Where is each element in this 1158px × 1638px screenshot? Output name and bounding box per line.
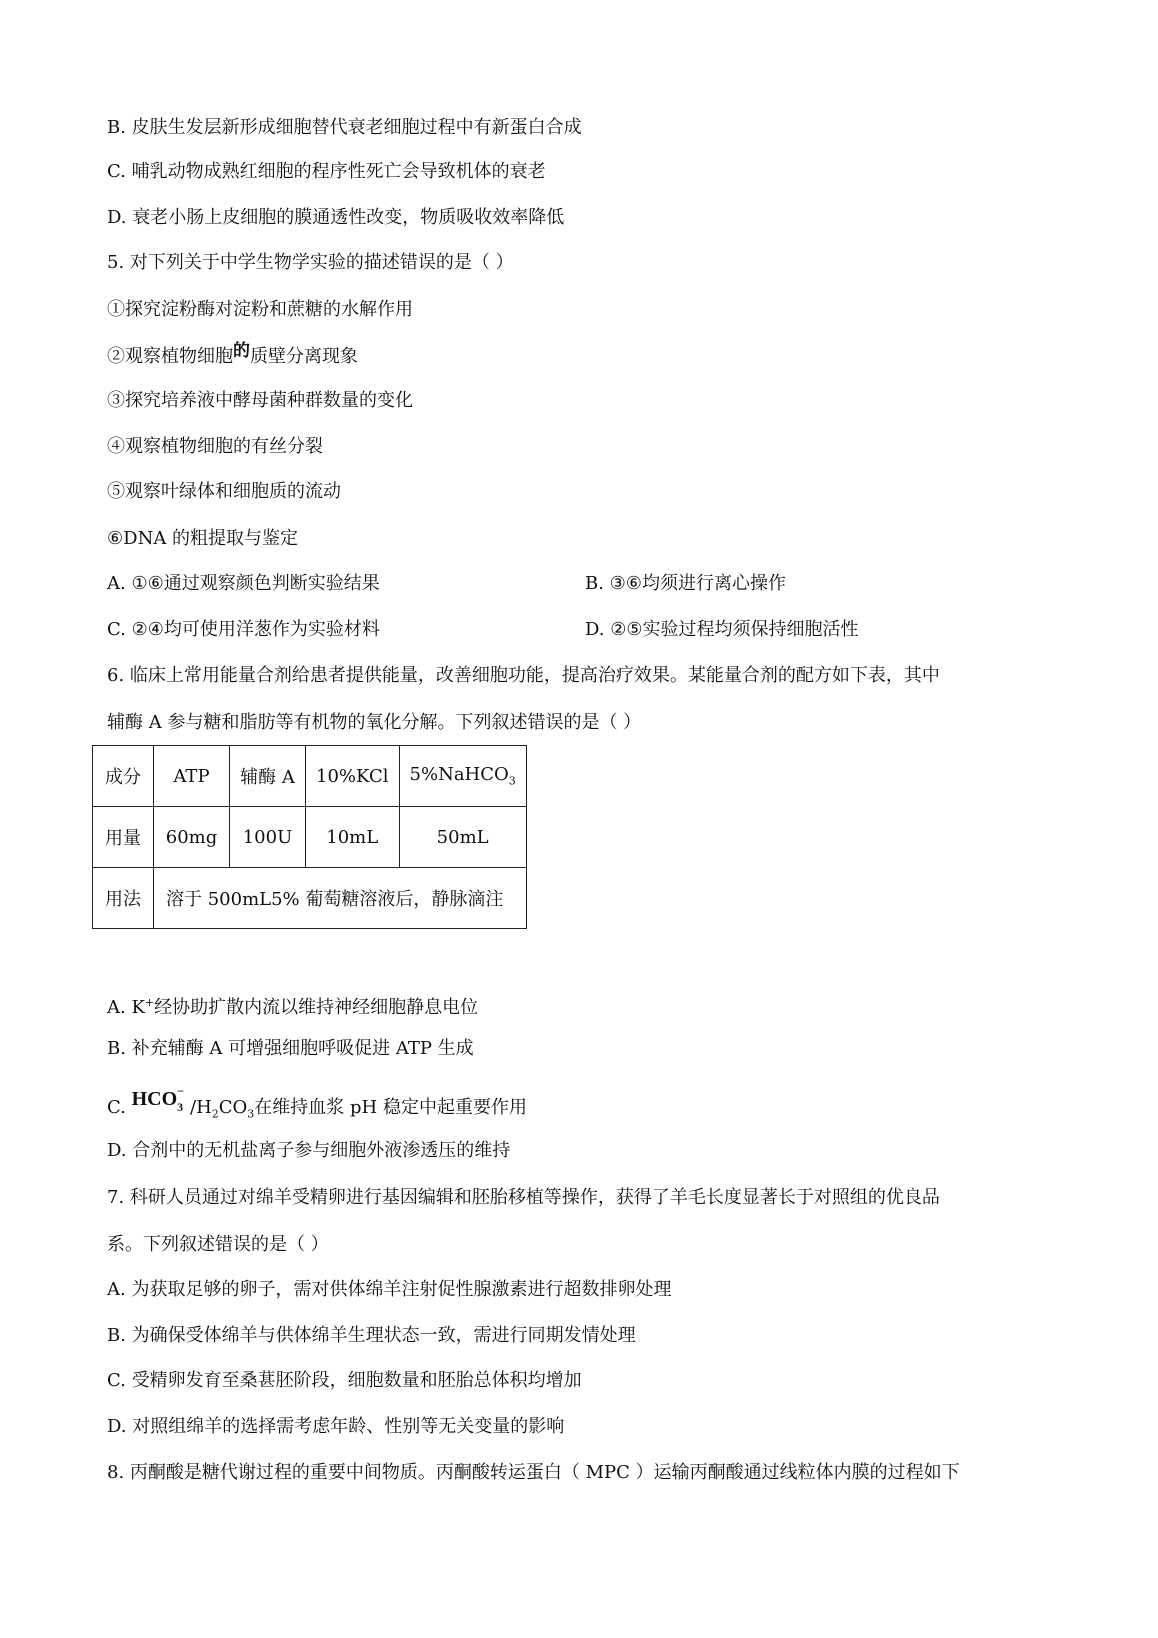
h2-sub: 2 (211, 1107, 219, 1121)
nahco3-subscript: 3 (508, 774, 516, 788)
q5-item-6: ⑥DNA 的粗提取与鉴定 (107, 528, 299, 549)
q7-option-d: D. 对照组绵羊的选择需考虑年龄、性别等无关变量的影响 (107, 1416, 565, 1437)
q6-option-b: B. 补充辅酶 A 可增强细胞呼吸促进 ATP 生成 (107, 1038, 474, 1059)
q4-option-c: C. 哺乳动物成熟红细胞的程序性死亡会导致机体的衰老 (107, 161, 546, 182)
q6-option-a (107, 991, 478, 1020)
q5-option-c: C. ②④均可使用洋葱作为实验材料 (107, 619, 380, 640)
cell-kcl: 10%KCl (306, 746, 400, 807)
q7-option-b: B. 为确保受体绵羊与供体绵羊生理状态一致，需进行同期发情处理 (107, 1325, 636, 1346)
q5-item-2-mark: 的 (233, 341, 250, 361)
hco3-sup: − (177, 1084, 184, 1098)
cell-atp: ATP (154, 746, 230, 807)
q5-option-b: B. ③⑥均须进行离心操作 (585, 573, 786, 594)
table-row (93, 868, 527, 929)
nahco3-text: 5%NaHCO (409, 764, 509, 786)
q5-item-5: ⑤观察叶绿体和细胞质的流动 (107, 481, 341, 502)
row-label-amount: 用量 (93, 807, 154, 868)
q4-option-d: D. 衰老小肠上皮细胞的膜通透性改变，物质吸收效率降低 (107, 207, 565, 228)
row-label-usage: 用法 (93, 868, 154, 929)
q5-item-4: ④观察植物细胞的有丝分裂 (107, 436, 323, 457)
q6-option-c-pre: C. (107, 1097, 126, 1118)
energy-mixture-table (92, 745, 527, 929)
q7-option-a: A. 为获取足够的卵子，需对供体绵羊注射促性腺激素进行超数排卵处理 (107, 1279, 672, 1300)
hco3-text: HCO (131, 1088, 178, 1110)
q5-item-3: ③探究培养液中酵母菌种群数量的变化 (107, 390, 413, 411)
cell-amount-coenzyme: 100U (230, 807, 306, 868)
co3-sub: 3 (247, 1107, 255, 1121)
q8-stem-line1: 8. 丙酮酸是糖代谢过程的重要中间物质。丙酮酸转运蛋白（ MPC ）运输丙酮酸通过线粒体内膜的过程如下 (107, 1462, 960, 1483)
q7-option-c: C. 受精卵发育至桑葚胚阶段，细胞数量和胚胎总体积均增加 (107, 1370, 582, 1391)
q6-option-a-pre: A. K (107, 997, 145, 1018)
q5-option-d: D. ②⑤实验过程均须保持细胞活性 (585, 619, 859, 640)
cell-amount-nahco3: 50mL (399, 807, 526, 868)
q5-item-2 (107, 341, 358, 369)
q7-stem-line2: 系。下列叙述错误的是（ ） (107, 1234, 329, 1255)
table-row (93, 807, 527, 868)
q5-stem: 5. 对下列关于中学生物学实验的描述错误的是（ ） (107, 252, 514, 273)
q6-option-a-post: 经协助扩散内流以维持神经细胞静息电位 (154, 997, 479, 1018)
q6-option-a-sup: + (144, 996, 155, 1009)
hco3-sub: 3 (177, 1100, 184, 1114)
q6-stem-line2: 辅酶 A 参与糖和脂肪等有机物的氧化分解。下列叙述错误的是（ ） (107, 712, 642, 733)
q6-stem-line1: 6. 临床上常用能量合剂给患者提供能量，改善细胞功能，提高治疗效果。某能量合剂的配方如下表，其中 (107, 665, 940, 686)
q6-option-c-mid: /H (190, 1097, 212, 1118)
hco3-formula (131, 1084, 190, 1114)
cell-nahco3 (399, 746, 526, 807)
q6-option-c-mid2: CO (218, 1097, 248, 1118)
q6-option-d: D. 合剂中的无机盐离子参与细胞外液渗透压的维持 (107, 1140, 511, 1161)
cell-amount-kcl: 10mL (306, 807, 400, 868)
cell-amount-atp: 60mg (154, 807, 230, 868)
q5-item-2-tail: 质壁分离现象 (250, 346, 358, 367)
q6-option-c-post: 在维持血浆 pH 稳定中起重要作用 (254, 1097, 527, 1118)
row-label-components: 成分 (93, 746, 154, 807)
q7-stem-line1: 7. 科研人员通过对绵羊受精卵进行基因编辑和胚胎移植等操作，获得了羊毛长度显著长于对照组的优良品 (107, 1187, 940, 1208)
q4-option-b: B. 皮肤生发层新形成细胞替代衰老细胞过程中有新蛋白合成 (107, 117, 582, 138)
cell-coenzyme-a: 辅酶 A (230, 746, 306, 807)
cell-usage: 溶于 500mL5% 葡萄糖溶液后，静脉滴注 (154, 868, 527, 929)
q6-option-c (107, 1084, 527, 1127)
q5-item-2-text: ②观察植物细胞 (107, 346, 233, 367)
q5-option-a: A. ①⑥通过观察颜色判断实验结果 (107, 573, 380, 594)
table-row (93, 746, 527, 807)
q5-item-1: ①探究淀粉酶对淀粉和蔗糖的水解作用 (107, 299, 413, 320)
